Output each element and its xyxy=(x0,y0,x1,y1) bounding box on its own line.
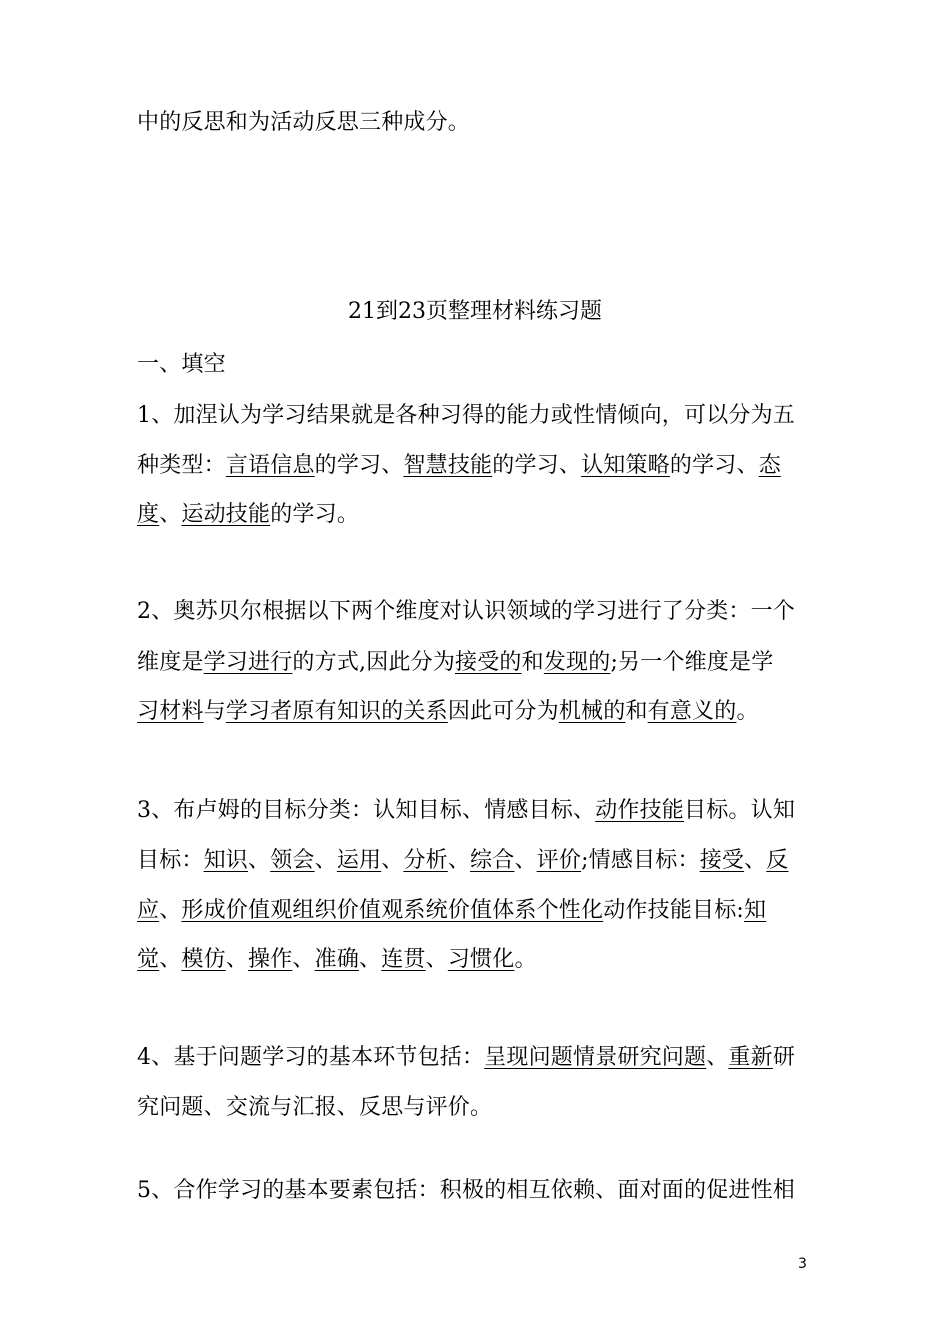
text-segment: 、 xyxy=(159,898,182,923)
text-segment: 3、布卢姆的目标分类：认知目标、情感目标、 xyxy=(137,798,596,823)
text-segment: 、 xyxy=(359,947,382,972)
answer-underlined: 言语信息 xyxy=(225,453,315,478)
text-segment: 4、基于问题学习的基本环节包括： xyxy=(137,1045,485,1070)
text-segment: 、 xyxy=(447,848,471,873)
text-segment: 。 xyxy=(514,947,537,972)
answer-underlined: 知 xyxy=(744,898,767,923)
answer-underlined: 运用 xyxy=(336,848,382,873)
answer-underlined: 综合 xyxy=(470,848,515,873)
text-segment: 目标： xyxy=(137,848,204,873)
text-segment: 究问题、交流与汇报、反思与评价。 xyxy=(137,1095,493,1120)
answer-underlined: 知识 xyxy=(203,848,249,873)
answer-underlined: 评价 xyxy=(536,848,582,873)
answer-underlined: 机械的 xyxy=(558,699,626,724)
text-segment: 。 xyxy=(736,699,759,724)
answer-underlined: 接受 xyxy=(699,848,745,873)
answer-underlined: 觉 xyxy=(137,947,160,972)
text-segment: 的学习、 xyxy=(314,453,404,478)
text-segment: 、 xyxy=(381,848,404,873)
text-segment: 种类型： xyxy=(137,453,226,478)
answer-underlined: 操作 xyxy=(248,947,293,972)
question-1-line-3 xyxy=(137,500,359,530)
answer-underlined: 模仿 xyxy=(181,947,226,972)
answer-underlined: 发现的 xyxy=(543,650,611,675)
answer-underlined: 动作技能 xyxy=(595,798,685,823)
answer-underlined: 分析 xyxy=(403,848,448,873)
question-2-line-1 xyxy=(137,597,795,627)
text-segment: 、 xyxy=(225,947,249,972)
answer-underlined: 习惯化 xyxy=(447,947,515,972)
answer-underlined: 接受的 xyxy=(455,650,522,675)
question-3-line-1 xyxy=(137,796,795,826)
text-segment: 与 xyxy=(203,699,226,724)
question-2-line-3 xyxy=(137,697,759,727)
answer-underlined: 运动技能 xyxy=(181,502,271,527)
text-segment: 5、合作学习的基本要素包括：积极的相互依赖、面对面的促进性相 xyxy=(137,1178,795,1203)
text-segment: 研 xyxy=(772,1045,796,1070)
text-segment: 、 xyxy=(744,848,767,873)
question-4-line-1 xyxy=(137,1043,795,1073)
text-segment: 、 xyxy=(314,848,337,873)
answer-underlined: 连贯 xyxy=(381,947,426,972)
question-1-line-1 xyxy=(137,401,795,431)
text-segment: 一、填空 xyxy=(137,352,226,377)
question-4-line-2 xyxy=(137,1093,492,1123)
answer-underlined: 反 xyxy=(766,848,789,873)
text-segment: ;另一个维度是学 xyxy=(610,650,774,675)
answer-underlined: 领会 xyxy=(270,848,315,873)
text-segment: 2、奥苏贝尔根据以下两个维度对认识领域的学习进行了分类：一个 xyxy=(137,599,795,624)
question-2-line-2 xyxy=(137,648,773,678)
answer-underlined: 态 xyxy=(758,453,781,478)
text-segment: 、 xyxy=(159,947,182,972)
answer-underlined: 有意义的 xyxy=(647,699,737,724)
text-segment: ;情感目标： xyxy=(581,848,700,873)
question-3-line-4 xyxy=(137,945,537,975)
text-segment: 的学习、 xyxy=(492,453,582,478)
text-segment: 、 xyxy=(292,947,315,972)
text-segment: 中的反思和为活动反思三种成分。 xyxy=(137,110,471,135)
answer-underlined: 度 xyxy=(137,502,160,527)
answer-underlined: 智慧技能 xyxy=(403,453,493,478)
text-segment: 的学习。 xyxy=(270,502,360,527)
question-5-line-1 xyxy=(137,1176,795,1206)
text-segment: 的学习、 xyxy=(669,453,759,478)
text-segment: 、 xyxy=(248,848,271,873)
answer-underlined: 应 xyxy=(137,898,160,923)
text-segment: 目标。认知 xyxy=(684,798,796,823)
page-number: 3 xyxy=(798,1256,807,1272)
section-heading xyxy=(137,350,226,380)
answer-underlined: 学习进行 xyxy=(203,650,293,675)
text-segment: 的方式,因此分为 xyxy=(292,650,456,675)
text-segment: 和 xyxy=(521,650,544,675)
question-3-line-2 xyxy=(137,846,789,876)
question-3-line-3 xyxy=(137,896,766,926)
text-segment: 、 xyxy=(425,947,448,972)
text-segment: 、 xyxy=(159,502,182,527)
answer-underlined: 形成价值观组织价值观系统价值体系个性化 xyxy=(181,898,604,923)
answer-underlined: 呈现问题情景研究问题 xyxy=(484,1045,707,1070)
answer-underlined: 习材料 xyxy=(137,699,204,724)
text-segment: 1、加涅认为学习结果就是各种习得的能力或性情倾向，可以分为五 xyxy=(137,403,795,428)
text-segment: 、 xyxy=(514,848,537,873)
text-segment: 因此可分为 xyxy=(447,699,559,724)
text-line xyxy=(137,108,470,138)
answer-underlined: 重新 xyxy=(728,1045,773,1070)
text-segment: 动作技能目标: xyxy=(603,898,745,923)
text-segment: 和 xyxy=(625,699,648,724)
section-title: 21到23页整理材料练习题 xyxy=(348,299,602,324)
answer-underlined: 学习者原有知识的关系 xyxy=(225,699,448,724)
answer-underlined: 准确 xyxy=(314,947,360,972)
text-segment: 、 xyxy=(706,1045,729,1070)
answer-underlined: 认知策略 xyxy=(581,453,670,478)
question-1-line-2 xyxy=(137,451,781,481)
text-segment: 维度是 xyxy=(137,650,204,675)
